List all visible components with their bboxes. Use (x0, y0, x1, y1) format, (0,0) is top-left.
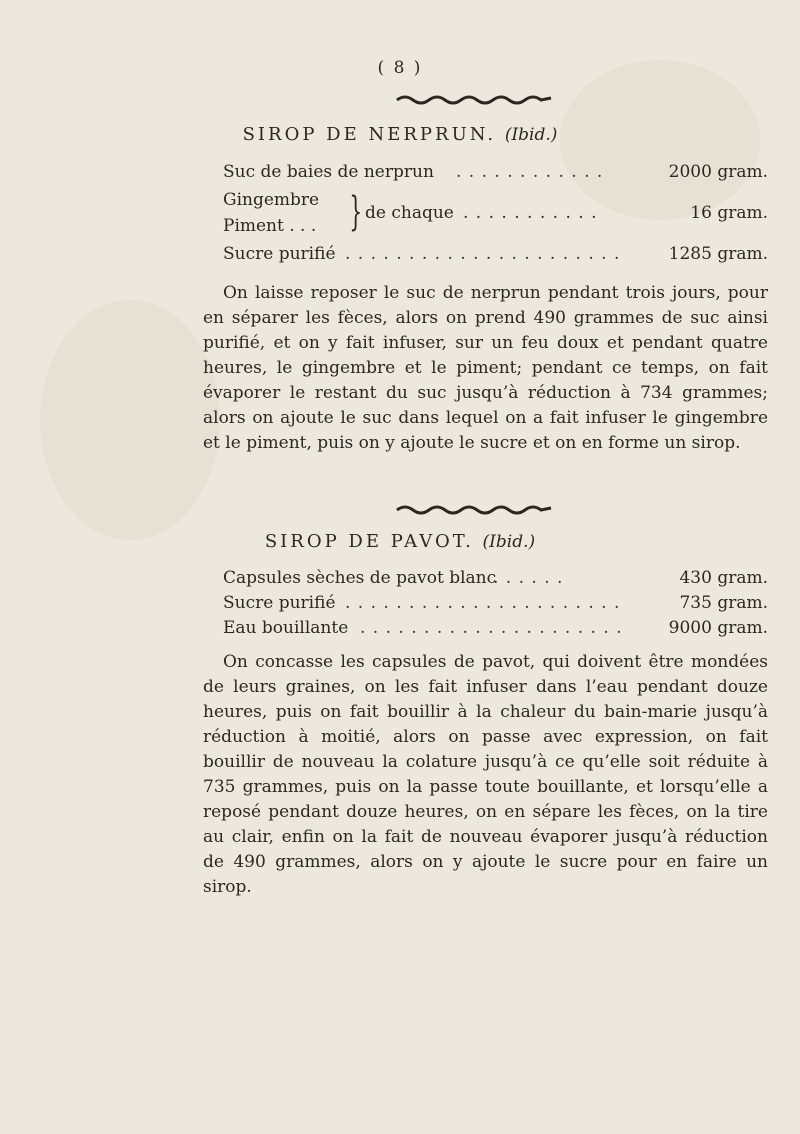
instructions-text: On concasse les capsules de pavot, qui doivent être mondées de leurs graines, on les fait infuser dans l’eau pendant douze heures, puis on fait bouillir à la chaleur du bain-marie jusqu’à réduction à moitié, alors on passe avec expression, on fait bouillir de nouveau la colature jusqu’à ce qu’elle soit réduite à 735 grammes, puis on la passe toute bouillante, et lorsqu’elle a reposé pendant douze heures, on en sépare les fèces, on la tire au clair, enfin on la fait de nouveau évaporer jusqu’à réduction de 490 grammes, alors on y ajoute le sucre pour en faire un sirop. (203, 652, 768, 897)
leader-dots: . . . . . . . . . . . . . . . . . . . . . (360, 618, 623, 638)
ingredient-quantity: 1285 gram. (668, 244, 768, 264)
section-reference: (Ibid.) (482, 532, 536, 552)
ingredient-row (223, 616, 768, 640)
section-title-text: SIROP DE PAVOT. (264, 531, 474, 552)
ingredient-name: Eau bouillante (223, 618, 349, 638)
ingredient-quantity: 16 gram. (690, 203, 768, 223)
section-reference: (Ibid.) (504, 125, 558, 145)
leader-dots: . . . . . . (493, 568, 564, 588)
section-title-pavot (0, 531, 800, 552)
page-number: ( 8 ) (377, 58, 423, 78)
section-title-nerprun (0, 124, 800, 145)
paper-stain (40, 300, 220, 540)
ingredient-quantity: 9000 gram. (668, 618, 768, 638)
ingredient-quantity: 2000 gram. (668, 162, 768, 182)
ingredient-name: Capsules sèches de pavot blanc (223, 568, 497, 588)
ornament-divider (395, 502, 555, 516)
leader-dots: . . . . . . . . . . . . (456, 162, 604, 182)
leader-dots: . . . . . . . . . . . . . . . . . . . . . . (345, 593, 621, 613)
ingredient-row (223, 566, 768, 590)
ingredient-row (223, 242, 768, 266)
ingredient-row (223, 160, 768, 184)
each-label: de chaque (365, 203, 454, 223)
section-title-text: SIROP DE NERPRUN. (242, 124, 497, 145)
ingredient-name: Sucre purifié (223, 244, 336, 264)
ingredient-name: Suc de baies de nerprun (223, 162, 434, 182)
ingredient-row (223, 591, 768, 615)
leader-dots: . . . . . . . . . . . (463, 203, 598, 223)
ingredient-name: Sucre purifié (223, 593, 336, 613)
leader-dots: . . . . . . . . . . . . . . . . . . . . . . (345, 244, 621, 264)
instructions-paragraph (203, 650, 768, 900)
ingredient-name: Piment . . . (223, 216, 317, 236)
instructions-paragraph (203, 281, 768, 456)
instructions-text: On laisse reposer le suc de nerprun pendant trois jours, pour en séparer les fèces, alors on prend 490 grammes de suc ainsi purifié, et on y fait infuser, sur un feu doux et pendant quatre heures, le gingembre et le piment; pendant ce temps, on fait évaporer le restant du suc jusqu’à réduction à 734 grammes; alors on ajoute le suc dans lequel on a fait infuser le gingembre et le piment, puis on y ajoute le sucre et on en forme un sirop. (203, 283, 768, 453)
brace-symbol: } (349, 189, 363, 235)
ingredient-quantity: 430 gram. (679, 568, 768, 588)
ingredient-quantity: 735 gram. (679, 593, 768, 613)
ingredient-brace-group (223, 188, 768, 240)
ingredient-name: Gingembre (223, 190, 320, 210)
ornament-divider (395, 92, 555, 106)
